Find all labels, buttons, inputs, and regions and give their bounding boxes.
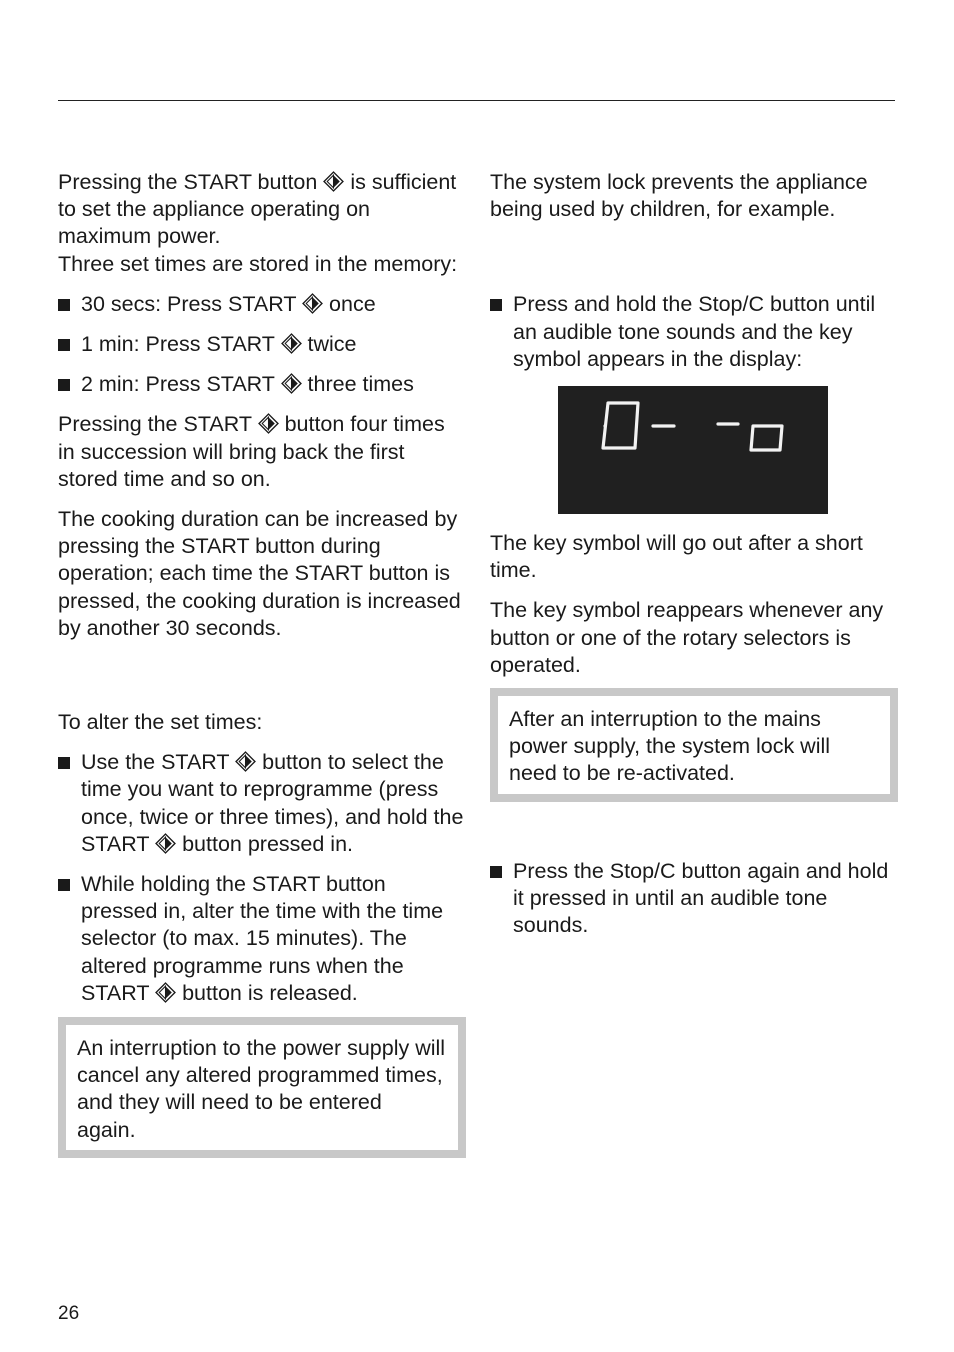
left-column	[58, 169, 466, 1158]
start-diamond-icon	[235, 751, 256, 772]
bullet-square-icon	[58, 379, 70, 391]
paragraph-stored-times: Three set times are stored in the memory:	[58, 251, 458, 276]
start-diamond-icon	[323, 171, 344, 192]
note-box-power-interruption: An interruption to the power supply will cancel any altered programmed times, and they will need to be entered again.	[58, 1017, 466, 1158]
lcd-segments	[558, 386, 828, 514]
start-diamond-icon	[302, 293, 323, 314]
start-diamond-icon	[281, 373, 302, 394]
page-number: 26	[58, 1303, 80, 1324]
paragraph-duration: The cooking duration can be increased by pressing the START button during operation; each time the START button is pressed, the cooking duration is increased by another 30 seconds.	[58, 507, 461, 640]
bullet-square-icon	[58, 879, 70, 891]
bullet-square-icon	[58, 757, 70, 769]
paragraph-key-reappears: The key symbol reappears whenever any button or one of the rotary selectors is operated.	[490, 598, 884, 677]
start-diamond-icon	[155, 833, 176, 854]
paragraph-key-out: The key symbol will go out after a short time.	[490, 531, 863, 583]
paragraph-system-lock: The system lock prevents the appliance being used by children, for example.	[490, 170, 868, 222]
display-panel	[558, 386, 828, 514]
list-item: Press and hold the Stop/C button until an audible tone sounds and the key symbol appears in the display:	[490, 291, 898, 373]
header-rule	[58, 100, 895, 101]
lcd-digit-zero	[603, 403, 638, 448]
bullet-square-icon	[58, 299, 70, 311]
right-column	[490, 169, 898, 939]
list-item: Use the START button to select the time you want to reprogramme (press once, twice or three times), and hold the START button pressed in.	[58, 749, 466, 858]
list-item: Press the Stop/C button again and hold it pressed in until an audible tone sounds.	[490, 858, 898, 940]
bullet-square-icon	[490, 299, 502, 311]
start-diamond-icon	[155, 982, 176, 1003]
list-item: 30 secs: Press START once	[58, 291, 466, 318]
bullet-square-icon	[58, 339, 70, 351]
lcd-key-o	[751, 426, 782, 450]
start-diamond-icon	[281, 333, 302, 354]
paragraph-four-times: Pressing the START button four times in succession will bring back the first stored time and so on.	[58, 412, 445, 491]
bullet-square-icon	[490, 866, 502, 878]
start-diamond-icon	[258, 413, 279, 434]
list-item: While holding the START button pressed in, alter the time with the time selector (to max. 15 minutes). The altered programme runs when the START button is released.	[58, 871, 466, 1007]
paragraph-start-button: Pressing the START button is sufficient to set the appliance operating on maximum power.	[58, 170, 457, 249]
list-item: 2 min: Press START three times	[58, 371, 466, 398]
list-item: 1 min: Press START twice	[58, 331, 466, 358]
note-box-mains-interruption: After an interruption to the mains power supply, the system lock will need to be re-activated.	[490, 688, 898, 802]
paragraph-alter-times: To alter the set times:	[58, 710, 263, 735]
